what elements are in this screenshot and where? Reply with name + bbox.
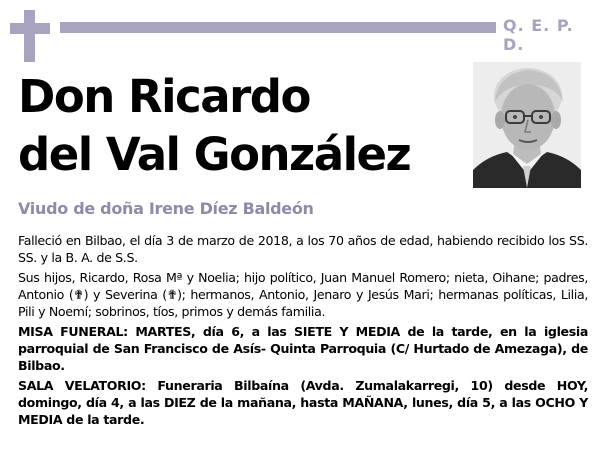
family-text-3: ); hermanos, Antonio, Jenaro y Jesús Mari; hermanas políticas, Lilia, Pili y Noemí; sobrinos, tíos, primos y demás familia. xyxy=(18,287,588,319)
paragraph-wake: SALA VELATORIO: Funeraria Bilbaína (Avda. Zumalakarregi, 10) desde HOY, domingo, día 4, a las DIEZ de la mañana, hasta MAÑANA, lunes, día 5, a las OCHO Y MEDIA de la tarde. xyxy=(18,378,588,427)
obituary-body xyxy=(18,232,588,431)
paragraph-family xyxy=(18,269,588,320)
cross-icon xyxy=(10,10,50,62)
family-text-1: Sus hijos, Ricardo, Rosa Mª y Noelia; hijo político, Juan Manuel Romero; nieta, Oihane; padres, Antonio ( xyxy=(18,270,588,302)
deceased-cross-icon: ✟ xyxy=(166,287,178,302)
paragraph-death: Falleció en Bilbao, el día 3 de marzo de 2018, a los 70 años de edad, habiendo recibido los SS. SS. y la B. A. de S.S. xyxy=(18,233,588,265)
qepd-label: Q. E. P. D. xyxy=(503,16,574,54)
widower-note: Viudo de doña Irene Díez Baldeón xyxy=(18,199,314,218)
family-text-2: ) y Severina ( xyxy=(83,287,167,302)
name-line-1: Don Ricardo xyxy=(18,70,310,123)
deceased-name xyxy=(18,68,410,184)
name-line-2: del Val González xyxy=(18,128,411,181)
paragraph-mass: MISA FUNERAL: MARTES, día 6, a las SIETE Y MEDIA de la tarde, en la iglesia parroquial de San Francisco de Asís- Quinta Parroquia (C/ Hurtado de Amezaga), de Bilbao. xyxy=(18,324,588,373)
deceased-cross-icon: ✟ xyxy=(73,287,84,302)
portrait-photo xyxy=(473,62,581,188)
header-rule xyxy=(60,22,496,33)
portrait-image xyxy=(473,62,581,188)
